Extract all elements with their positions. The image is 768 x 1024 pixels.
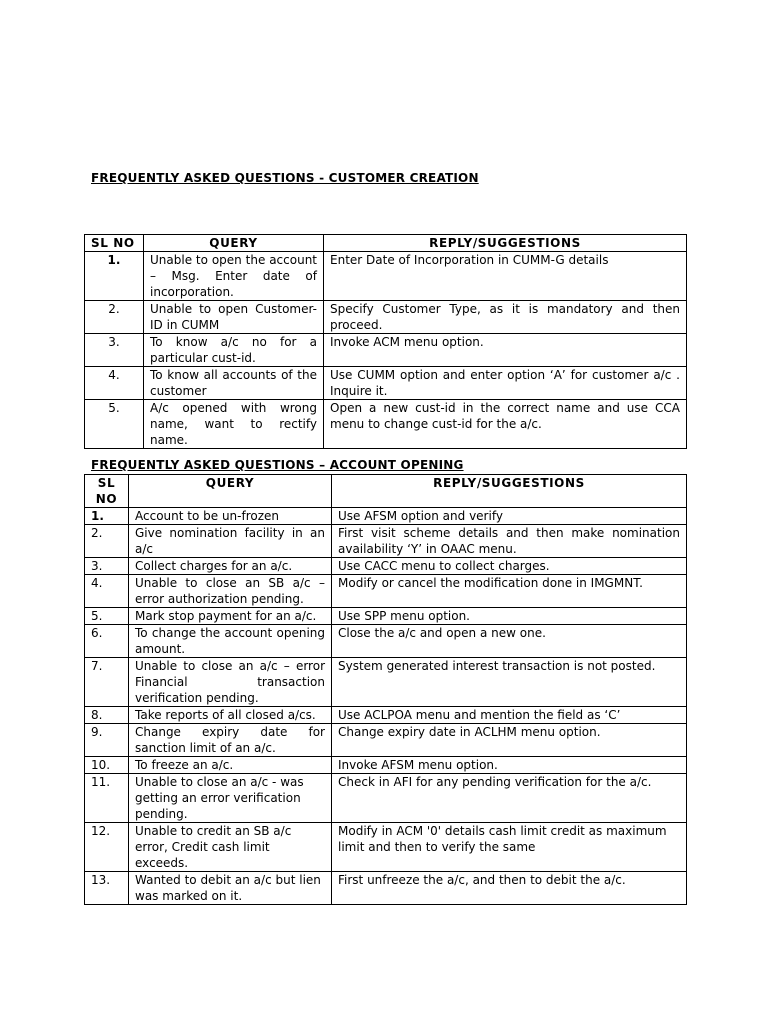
sl-no-cell: 10. <box>85 757 129 774</box>
section-heading-account-opening: FREQUENTLY ASKED QUESTIONS – ACCOUNT OPENING <box>91 458 464 472</box>
sl-no-cell: 5. <box>85 400 144 449</box>
query-cell: Unable to close an a/c - was getting an error verification pending. <box>129 774 332 823</box>
sl-no-cell: 1. <box>85 252 144 301</box>
query-cell: To freeze an a/c. <box>129 757 332 774</box>
query-cell: A/c opened with wrong name, want to rectify name. <box>144 400 324 449</box>
table-row <box>85 707 687 724</box>
header-sl-no: SL NO <box>85 475 129 508</box>
query-cell: To know all accounts of the customer <box>144 367 324 400</box>
table-header-row <box>85 235 687 252</box>
table-row <box>85 400 687 449</box>
reply-cell: Invoke ACM menu option. <box>324 334 687 367</box>
table-row <box>85 575 687 608</box>
header-sl-no: SL NO <box>85 235 144 252</box>
query-cell: To change the account opening amount. <box>129 625 332 658</box>
sl-no-cell: 12. <box>85 823 129 872</box>
sl-no-cell: 6. <box>85 625 129 658</box>
table-row <box>85 658 687 707</box>
reply-cell: First unfreeze the a/c, and then to debit the a/c. <box>332 872 687 905</box>
sl-no-cell: 9. <box>85 724 129 757</box>
reply-cell: Modify in ACM '0' details cash limit credit as maximum limit and then to verify the same <box>332 823 687 872</box>
table-row <box>85 608 687 625</box>
reply-cell: Enter Date of Incorporation in CUMM-G details <box>324 252 687 301</box>
header-query: QUERY <box>144 235 324 252</box>
faq-table-customer-creation <box>84 234 687 449</box>
section-heading-customer-creation: FREQUENTLY ASKED QUESTIONS - CUSTOMER CREATION <box>91 171 479 185</box>
table-row <box>85 525 687 558</box>
reply-cell: Invoke AFSM menu option. <box>332 757 687 774</box>
table-row <box>85 625 687 658</box>
header-reply: REPLY/SUGGESTIONS <box>332 475 687 508</box>
header-reply: REPLY/SUGGESTIONS <box>324 235 687 252</box>
table-row <box>85 558 687 575</box>
query-cell: Take reports of all closed a/cs. <box>129 707 332 724</box>
table-row <box>85 252 687 301</box>
query-cell: Account to be un-frozen <box>129 508 332 525</box>
query-cell: Collect charges for an a/c. <box>129 558 332 575</box>
table-row <box>85 774 687 823</box>
table-row <box>85 757 687 774</box>
sl-no-cell: 2. <box>85 525 129 558</box>
table-row <box>85 334 687 367</box>
query-cell: Unable to close an SB a/c – error authorization pending. <box>129 575 332 608</box>
table-row <box>85 724 687 757</box>
reply-cell: Use ACLPOA menu and mention the field as ‘C’ <box>332 707 687 724</box>
sl-no-cell: 11. <box>85 774 129 823</box>
sl-no-cell: 2. <box>85 301 144 334</box>
reply-cell: Check in AFI for any pending verification for the a/c. <box>332 774 687 823</box>
sl-no-cell: 3. <box>85 334 144 367</box>
table-row <box>85 508 687 525</box>
table-row <box>85 872 687 905</box>
query-cell: Unable to credit an SB a/c error, Credit cash limit exceeds. <box>129 823 332 872</box>
sl-no-cell: 7. <box>85 658 129 707</box>
reply-cell: Change expiry date in ACLHM menu option. <box>332 724 687 757</box>
query-cell: Change expiry date for sanction limit of an a/c. <box>129 724 332 757</box>
table-row <box>85 301 687 334</box>
reply-cell: Close the a/c and open a new one. <box>332 625 687 658</box>
table-row <box>85 823 687 872</box>
query-cell: To know a/c no for a particular cust-id. <box>144 334 324 367</box>
query-cell: Unable to open Customer-ID in CUMM <box>144 301 324 334</box>
table-row <box>85 367 687 400</box>
reply-cell: Use CUMM option and enter option ‘A’ for customer a/c . Inquire it. <box>324 367 687 400</box>
reply-cell: First visit scheme details and then make nomination availability ‘Y’ in OAAC menu. <box>332 525 687 558</box>
query-cell: Give nomination facility in an a/c <box>129 525 332 558</box>
query-cell: Wanted to debit an a/c but lien was marked on it. <box>129 872 332 905</box>
header-query: QUERY <box>129 475 332 508</box>
reply-cell: Modify or cancel the modification done in IMGMNT. <box>332 575 687 608</box>
query-cell: Unable to open the account – Msg. Enter date of incorporation. <box>144 252 324 301</box>
faq-table-account-opening <box>84 474 687 905</box>
reply-cell: Use AFSM option and verify <box>332 508 687 525</box>
reply-cell: Use CACC menu to collect charges. <box>332 558 687 575</box>
reply-cell: System generated interest transaction is not posted. <box>332 658 687 707</box>
reply-cell: Specify Customer Type, as it is mandatory and then proceed. <box>324 301 687 334</box>
sl-no-cell: 4. <box>85 575 129 608</box>
query-cell: Mark stop payment for an a/c. <box>129 608 332 625</box>
sl-no-cell: 3. <box>85 558 129 575</box>
reply-cell: Open a new cust-id in the correct name and use CCA menu to change cust-id for the a/c. <box>324 400 687 449</box>
sl-no-cell: 4. <box>85 367 144 400</box>
sl-no-cell: 13. <box>85 872 129 905</box>
sl-no-cell: 8. <box>85 707 129 724</box>
query-cell: Unable to close an a/c – error Financial transaction verification pending. <box>129 658 332 707</box>
sl-no-cell: 1. <box>85 508 129 525</box>
reply-cell: Use SPP menu option. <box>332 608 687 625</box>
sl-no-cell: 5. <box>85 608 129 625</box>
table-header-row <box>85 475 687 508</box>
